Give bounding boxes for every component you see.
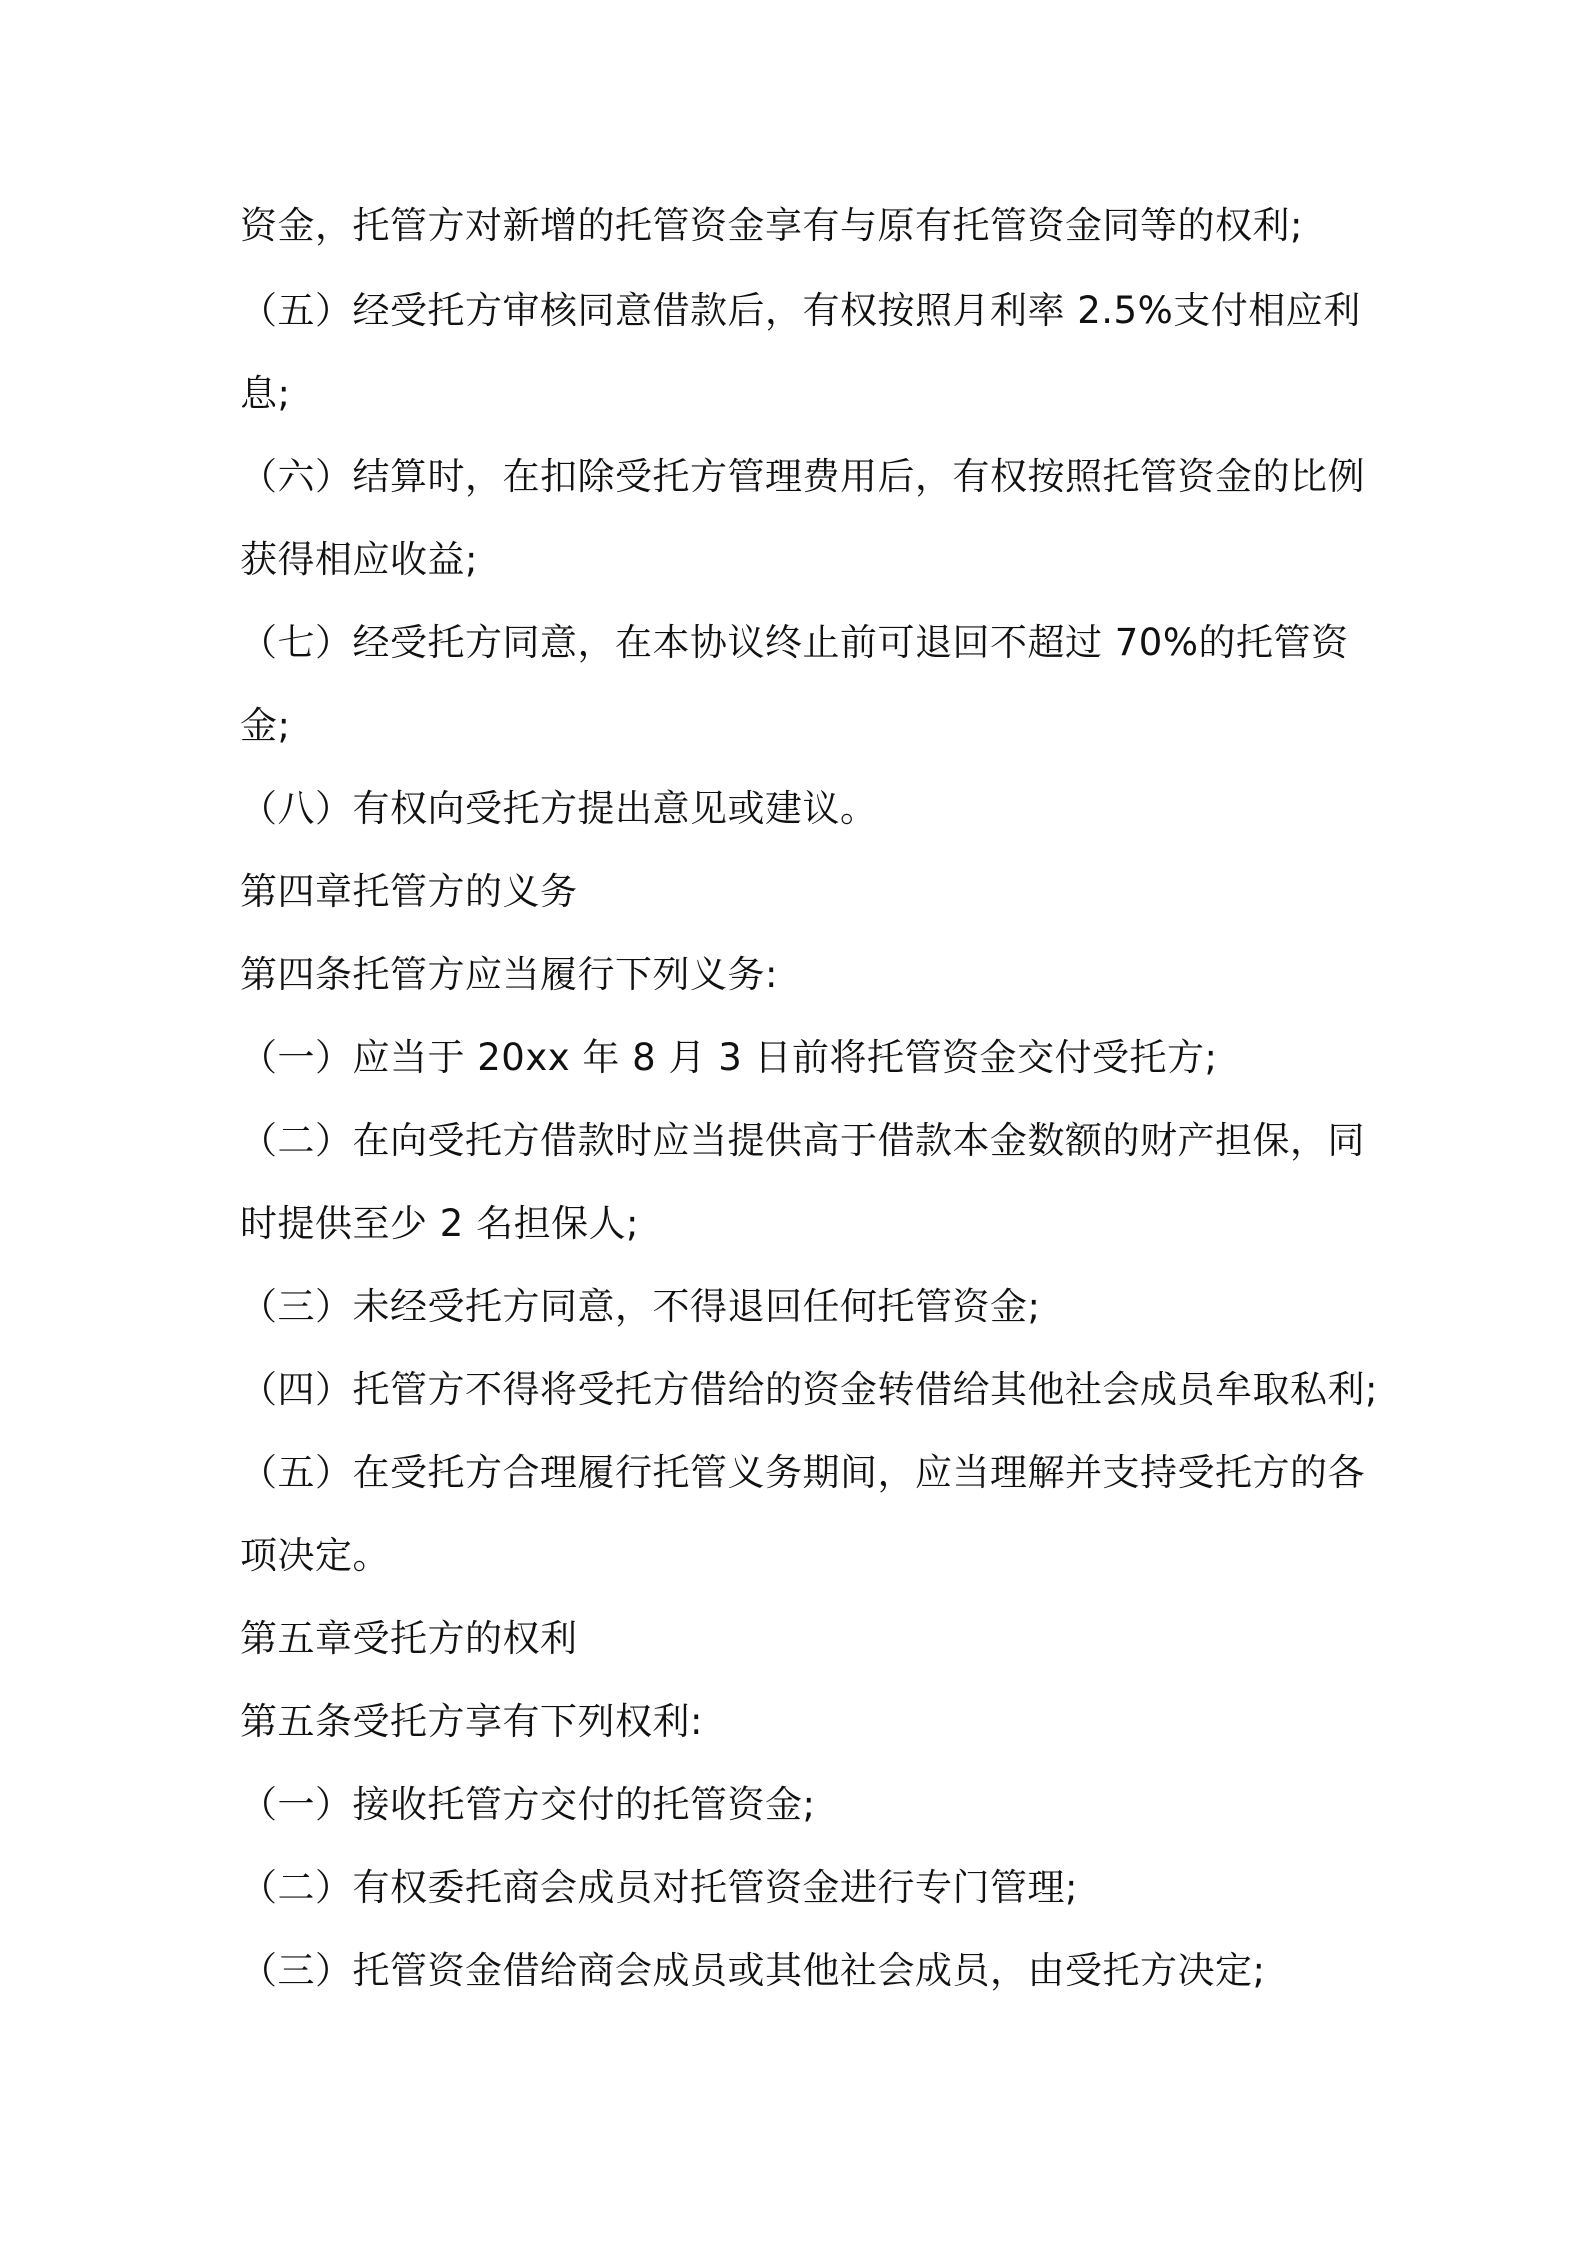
text-line: 息; — [240, 372, 291, 415]
text-line: 资金，托管方对新增的托管资金享有与原有托管资金同等的权利; — [240, 204, 1303, 247]
text-line: 金; — [240, 704, 291, 747]
chapter-heading: 第四章托管方的义务 — [240, 870, 578, 913]
text-line: （五）经受托方审核同意借款后，有权按照月利率 2.5%支付相应利 — [240, 289, 1361, 332]
text-line: （六）结算时，在扣除受托方管理费用后，有权按照托管资金的比例 — [240, 455, 1365, 498]
text-line: 项决定。 — [240, 1534, 390, 1577]
text-line: （一）接收托管方交付的托管资金; — [240, 1783, 816, 1826]
text-line: （一）应当于 20xx 年 8 月 3 日前将托管资金交付受托方; — [240, 1036, 1218, 1079]
text-line: （五）在受托方合理履行托管义务期间，应当理解并支持受托方的各 — [240, 1451, 1365, 1494]
chapter-heading: 第五章受托方的权利 — [240, 1617, 578, 1660]
text-line: （二）有权委托商会成员对托管资金进行专门管理; — [240, 1866, 1078, 1909]
text-line: （三）未经受托方同意，不得退回任何托管资金; — [240, 1285, 1041, 1328]
text-line: 时提供至少 2 名担保人; — [240, 1202, 640, 1245]
article-heading: 第四条托管方应当履行下列义务: — [240, 953, 778, 996]
article-heading: 第五条受托方享有下列权利: — [240, 1700, 703, 1743]
text-line: （三）托管资金借给商会成员或其他社会成员，由受托方决定; — [240, 1949, 1266, 1992]
text-line: （二）在向受托方借款时应当提供高于借款本金数额的财产担保，同 — [240, 1119, 1365, 1162]
text-line: （七）经受托方同意，在本协议终止前可退回不超过 70%的托管资 — [240, 621, 1349, 664]
text-line: 获得相应收益; — [240, 538, 478, 581]
text-line: （四）托管方不得将受托方借给的资金转借给其他社会成员牟取私利; — [240, 1368, 1378, 1411]
text-line: （八）有权向受托方提出意见或建议。 — [240, 787, 878, 830]
